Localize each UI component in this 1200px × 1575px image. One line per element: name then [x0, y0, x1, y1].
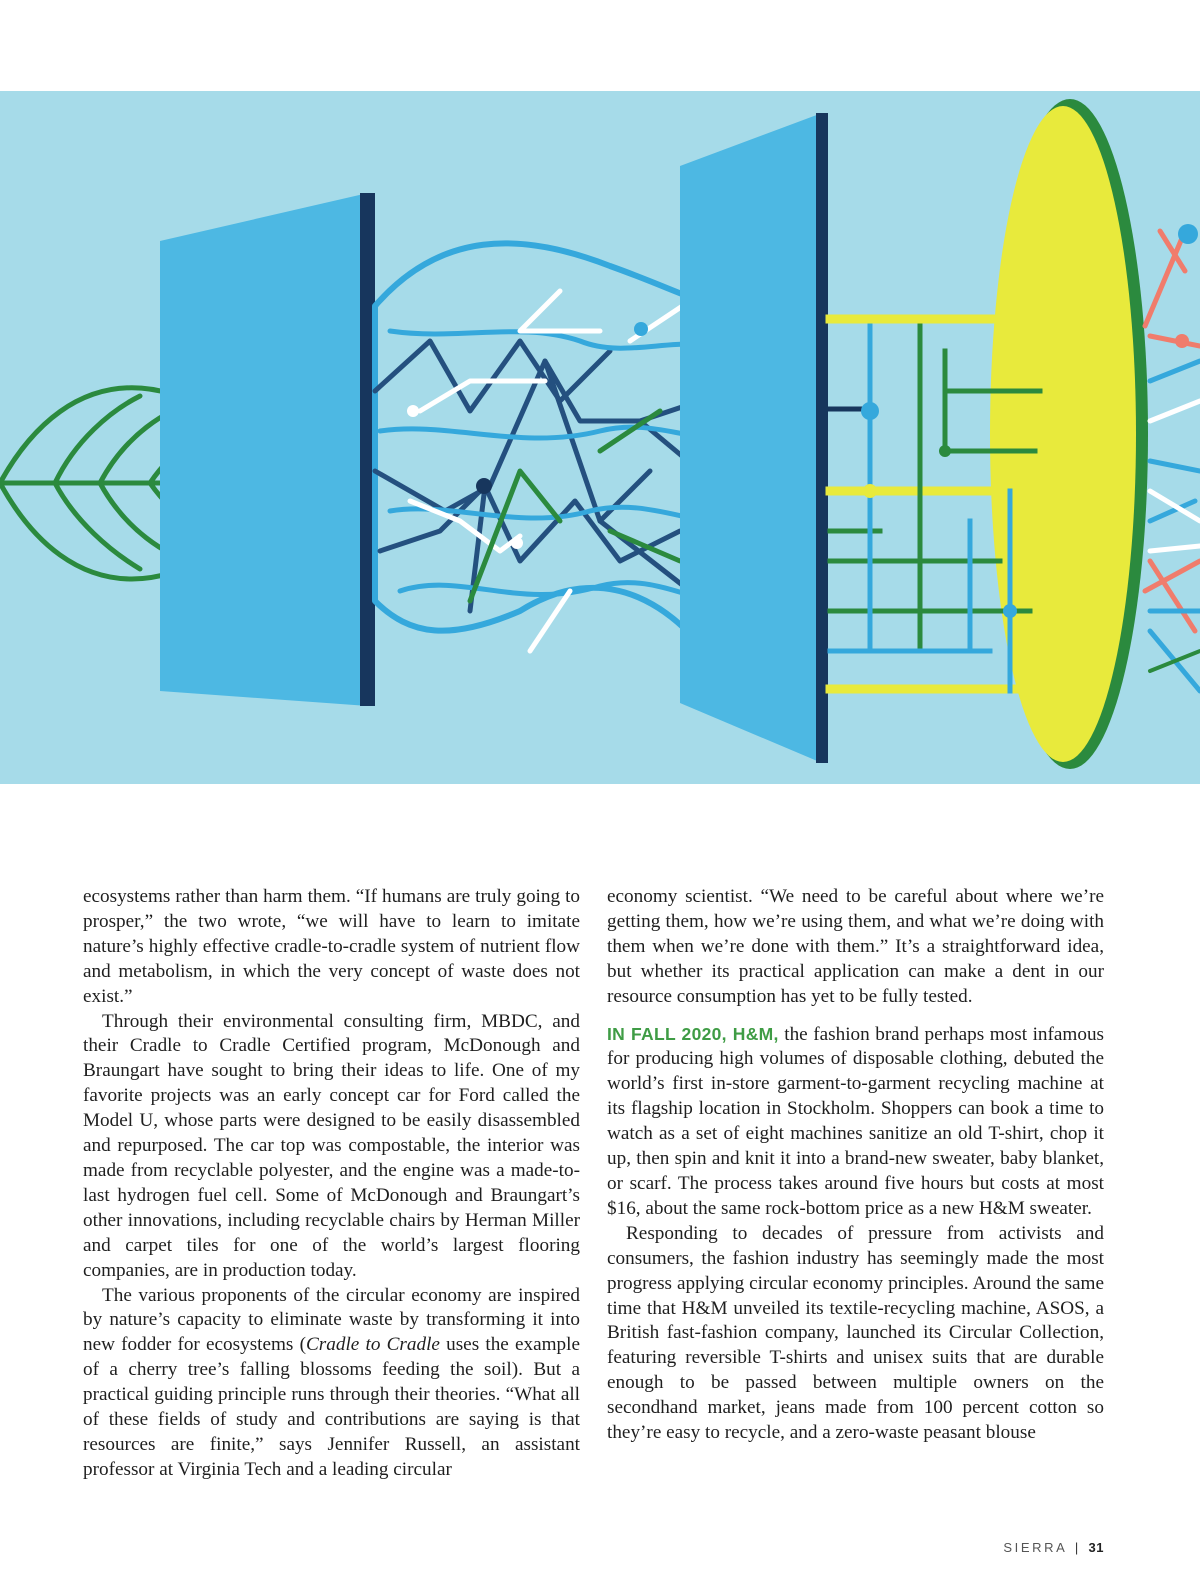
- book-title: Cradle to Cradle: [306, 1334, 440, 1356]
- footer-separator: |: [1074, 1540, 1079, 1555]
- article-column-right: [607, 885, 1104, 1446]
- panel-one: [160, 193, 375, 706]
- yellow-disc: [990, 99, 1148, 769]
- paragraph: Responding to decades of pressure from activists and consumers, the fashion industry has seemingly made the most progress applying circular economy principles. Around the same time that H&M unveiled its textile-recycling machine, ASOS, a British fast-fashion company, launched its Circular Collection, featuring reversible T-shirts and unisex suits that are durable enough to be passed between multiple owners on the secondhand market, jeans made from 100 percent cotton so they’re easy to recycle, and a zero-waste peasant blouse: [607, 1222, 1104, 1444]
- article-column-left: [83, 885, 580, 1483]
- paragraph-text: uses the example of a cherry tree’s falling blossoms feeding the soil). But a practical guiding principle runs through their theories. “What all of these fields of study and contributions are saying is that resources are finite,” says Jennifer Russell, an assistant professor at Virginia Tech and a leading circular: [83, 1334, 580, 1480]
- section-paragraph: [607, 1022, 1104, 1222]
- paragraph: [83, 1284, 580, 1483]
- page-number: 31: [1088, 1540, 1104, 1555]
- paragraph: Through their environmental consulting firm, MBDC, and their Cradle to Cradle Certified program, McDonough and Braungart have sought to bring their ideas to life. One of my favorite projects was an early concept car for Ford called the Model U, whose parts were designed to be easily disassembled and repurposed. The car top was compostable, the interior was made from recyclable polyester, and the engine was a made-to-last hydrogen fuel cell. Some of McDonough and Braungart’s other innovations, including recyclable chairs by Herman Miller and carpet tiles for one of the world’s largest flooring companies, are in production today.: [83, 1010, 580, 1281]
- magazine-name: SIERRA: [1003, 1540, 1067, 1555]
- section-lead-in: IN FALL 2020, H&M,: [607, 1023, 779, 1044]
- paragraph-text: The various proponents of the circular economy are inspired by nature’s capacity to eliminate waste by transforming it into new fodder for ecosystems (: [83, 1284, 580, 1356]
- paragraph: ecosystems rather than harm them. “If humans are truly going to prosper,” the two wrote, “we will have to learn to imitate nature’s highly effective cradle-to-cradle system of nutrient flow and metabolism, in which the very concept of waste does not exist.”: [83, 886, 580, 1007]
- paragraph-text: the fashion brand perhaps most infamous for producing high volumes of disposable clothing, debuted the world’s first in-store garment-to-garment recycling machine at its flagship location in Stockholm. Shoppers can book a time to watch as a set of eight machines sanitize an old T-shirt, chop it up, then spin and knit it into a brand-new sweater, baby blanket, or scarf. The process takes around five hours but costs at most $16, about the same rock-bottom price as a new H&M sweater.: [607, 1023, 1104, 1219]
- page-footer: [1003, 1540, 1104, 1555]
- hero-illustration: [0, 91, 1200, 784]
- leaf-to-network-illustration: [0, 91, 1200, 784]
- paragraph: economy scientist. “We need to be careful about where we’re getting them, how we’re using them, and what we’re doing with them when we’re done with them.” It’s a straightforward idea, but whether its practical application can make a dent in our resource consumption has yet to be fully tested.: [607, 886, 1104, 1007]
- panel-two: [680, 113, 828, 763]
